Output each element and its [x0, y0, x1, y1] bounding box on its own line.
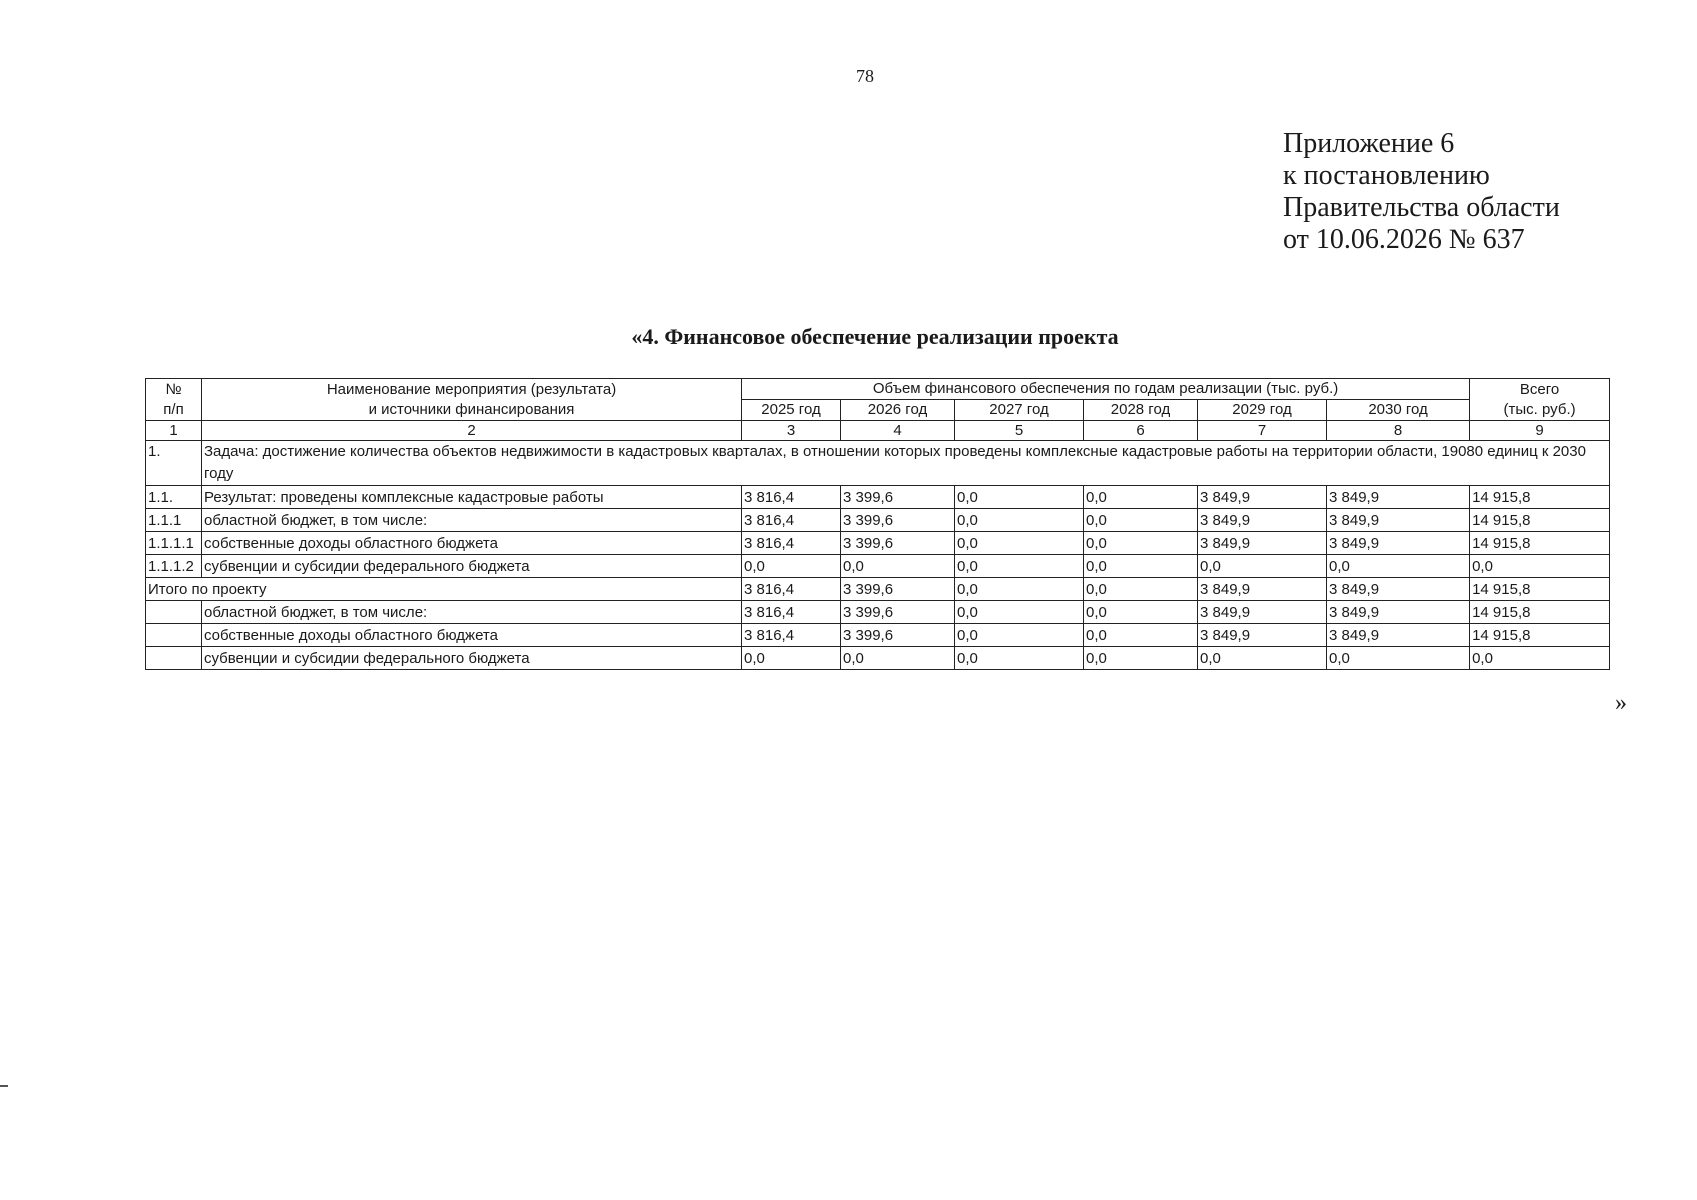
value-cell: 3 816,4 [742, 601, 841, 624]
value-cell: 0,0 [841, 647, 955, 670]
value-cell: 3 816,4 [742, 532, 841, 555]
value-cell: 0,0 [1084, 601, 1198, 624]
value-cell: 0,0 [1084, 486, 1198, 509]
header-year: 2028 год [1084, 400, 1198, 421]
value-cell: 3 849,9 [1327, 509, 1470, 532]
total-cell: 14 915,8 [1470, 624, 1610, 647]
value-cell: 3 849,9 [1198, 532, 1327, 555]
header-name [202, 379, 742, 421]
row-number [146, 647, 202, 670]
value-cell: 0,0 [955, 555, 1084, 578]
value-cell: 3 849,9 [1198, 601, 1327, 624]
row-number [146, 624, 202, 647]
row-number [146, 601, 202, 624]
header-year: 2025 год [742, 400, 841, 421]
table-row [146, 555, 1610, 578]
appendix-line: Правительства области [1283, 192, 1560, 223]
total-sub-row [146, 624, 1610, 647]
column-index: 2 [202, 421, 742, 441]
row-name: Результат: проведены комплексные кадастровые работы [202, 486, 742, 509]
column-index: 4 [841, 421, 955, 441]
value-cell: 0,0 [1327, 555, 1470, 578]
value-cell: 3 816,4 [742, 509, 841, 532]
section-title: «4. Финансовое обеспечение реализации проекта [631, 324, 1119, 349]
value-cell: 0,0 [955, 486, 1084, 509]
table-row [146, 509, 1610, 532]
header-total-line1: Всего [1519, 380, 1560, 398]
header-year: 2030 год [1327, 400, 1470, 421]
column-index: 8 [1327, 421, 1470, 441]
value-cell: 3 816,4 [742, 578, 841, 601]
value-cell: 3 849,9 [1327, 601, 1470, 624]
column-index: 1 [146, 421, 202, 441]
value-cell: 0,0 [841, 555, 955, 578]
table-row [146, 532, 1610, 555]
row-name: субвенции и субсидии федерального бюджета [202, 647, 742, 670]
value-cell: 3 399,6 [841, 486, 955, 509]
value-cell: 0,0 [955, 532, 1084, 555]
row-name: областной бюджет, в том числе: [202, 509, 742, 532]
financing-table [145, 378, 1610, 670]
header-year: 2026 год [841, 400, 955, 421]
value-cell: 0,0 [742, 647, 841, 670]
row-name: областной бюджет, в том числе: [202, 601, 742, 624]
value-cell: 3 399,6 [841, 624, 955, 647]
total-cell: 0,0 [1470, 647, 1610, 670]
header-number-line1: № [165, 380, 182, 398]
total-label: Итого по проекту [146, 578, 742, 601]
value-cell: 3 849,9 [1198, 486, 1327, 509]
value-cell: 0,0 [1084, 555, 1198, 578]
value-cell: 3 849,9 [1198, 624, 1327, 647]
header-row [146, 379, 1610, 400]
row-number: 1.1. [146, 486, 202, 509]
column-index-row [146, 421, 1610, 441]
closing-quote: » [1615, 690, 1627, 716]
value-cell: 3 816,4 [742, 486, 841, 509]
scan-mark [0, 1085, 8, 1087]
header-number [146, 379, 202, 421]
value-cell: 3 399,6 [841, 509, 955, 532]
value-cell: 3 399,6 [841, 532, 955, 555]
value-cell: 0,0 [1084, 578, 1198, 601]
row-number: 1.1.1.1 [146, 532, 202, 555]
value-cell: 0,0 [955, 578, 1084, 601]
row-name: субвенции и субсидии федерального бюджета [202, 555, 742, 578]
value-cell: 0,0 [1084, 647, 1198, 670]
total-row [146, 578, 1610, 601]
value-cell: 0,0 [1084, 509, 1198, 532]
appendix-block [1283, 128, 1560, 256]
value-cell: 3 399,6 [841, 578, 955, 601]
value-cell: 3 849,9 [1198, 578, 1327, 601]
total-sub-row [146, 601, 1610, 624]
value-cell: 3 849,9 [1327, 486, 1470, 509]
row-number: 1.1.1 [146, 509, 202, 532]
header-year: 2027 год [955, 400, 1084, 421]
column-index: 5 [955, 421, 1084, 441]
value-cell: 0,0 [1327, 647, 1470, 670]
value-cell: 0,0 [955, 624, 1084, 647]
appendix-line: к постановлению [1283, 160, 1490, 191]
header-name-line2: и источники финансирования [368, 400, 575, 418]
appendix-line: от 10.06.2026 № 637 [1283, 224, 1525, 255]
value-cell: 0,0 [955, 509, 1084, 532]
value-cell: 0,0 [742, 555, 841, 578]
total-cell: 14 915,8 [1470, 532, 1610, 555]
task-row [146, 441, 1610, 486]
value-cell: 3 816,4 [742, 624, 841, 647]
task-text: Задача: достижение количества объектов недвижимости в кадастровых кварталах, в отношении которых проведены комплексные кадастровые работы на территории области, 19080 единиц к 2030 году [202, 441, 1610, 486]
value-cell: 3 849,9 [1327, 624, 1470, 647]
value-cell: 3 399,6 [841, 601, 955, 624]
value-cell: 3 849,9 [1198, 509, 1327, 532]
row-number: 1.1.1.2 [146, 555, 202, 578]
total-sub-row [146, 647, 1610, 670]
value-cell: 3 849,9 [1327, 578, 1470, 601]
total-cell: 14 915,8 [1470, 486, 1610, 509]
value-cell: 0,0 [955, 647, 1084, 670]
header-number-line2: п/п [163, 400, 184, 418]
appendix-line: Приложение 6 [1283, 128, 1455, 159]
column-index: 9 [1470, 421, 1610, 441]
header-total [1470, 379, 1610, 421]
row-name: собственные доходы областного бюджета [202, 532, 742, 555]
header-total-line2: (тыс. руб.) [1503, 400, 1576, 418]
task-number: 1. [146, 441, 202, 486]
header-volume: Объем финансового обеспечения по годам реализации (тыс. руб.) [742, 379, 1470, 400]
table-row [146, 486, 1610, 509]
value-cell: 0,0 [955, 601, 1084, 624]
total-cell: 0,0 [1470, 555, 1610, 578]
column-index: 7 [1198, 421, 1327, 441]
value-cell: 0,0 [1198, 555, 1327, 578]
page-number: 78 [856, 66, 874, 86]
total-cell: 14 915,8 [1470, 509, 1610, 532]
column-index: 6 [1084, 421, 1198, 441]
value-cell: 3 849,9 [1327, 532, 1470, 555]
header-year: 2029 год [1198, 400, 1327, 421]
header-name-line1: Наименование мероприятия (результата) [326, 380, 617, 398]
value-cell: 0,0 [1084, 532, 1198, 555]
column-index: 3 [742, 421, 841, 441]
total-cell: 14 915,8 [1470, 601, 1610, 624]
value-cell: 0,0 [1084, 624, 1198, 647]
row-name: собственные доходы областного бюджета [202, 624, 742, 647]
total-cell: 14 915,8 [1470, 578, 1610, 601]
value-cell: 0,0 [1198, 647, 1327, 670]
